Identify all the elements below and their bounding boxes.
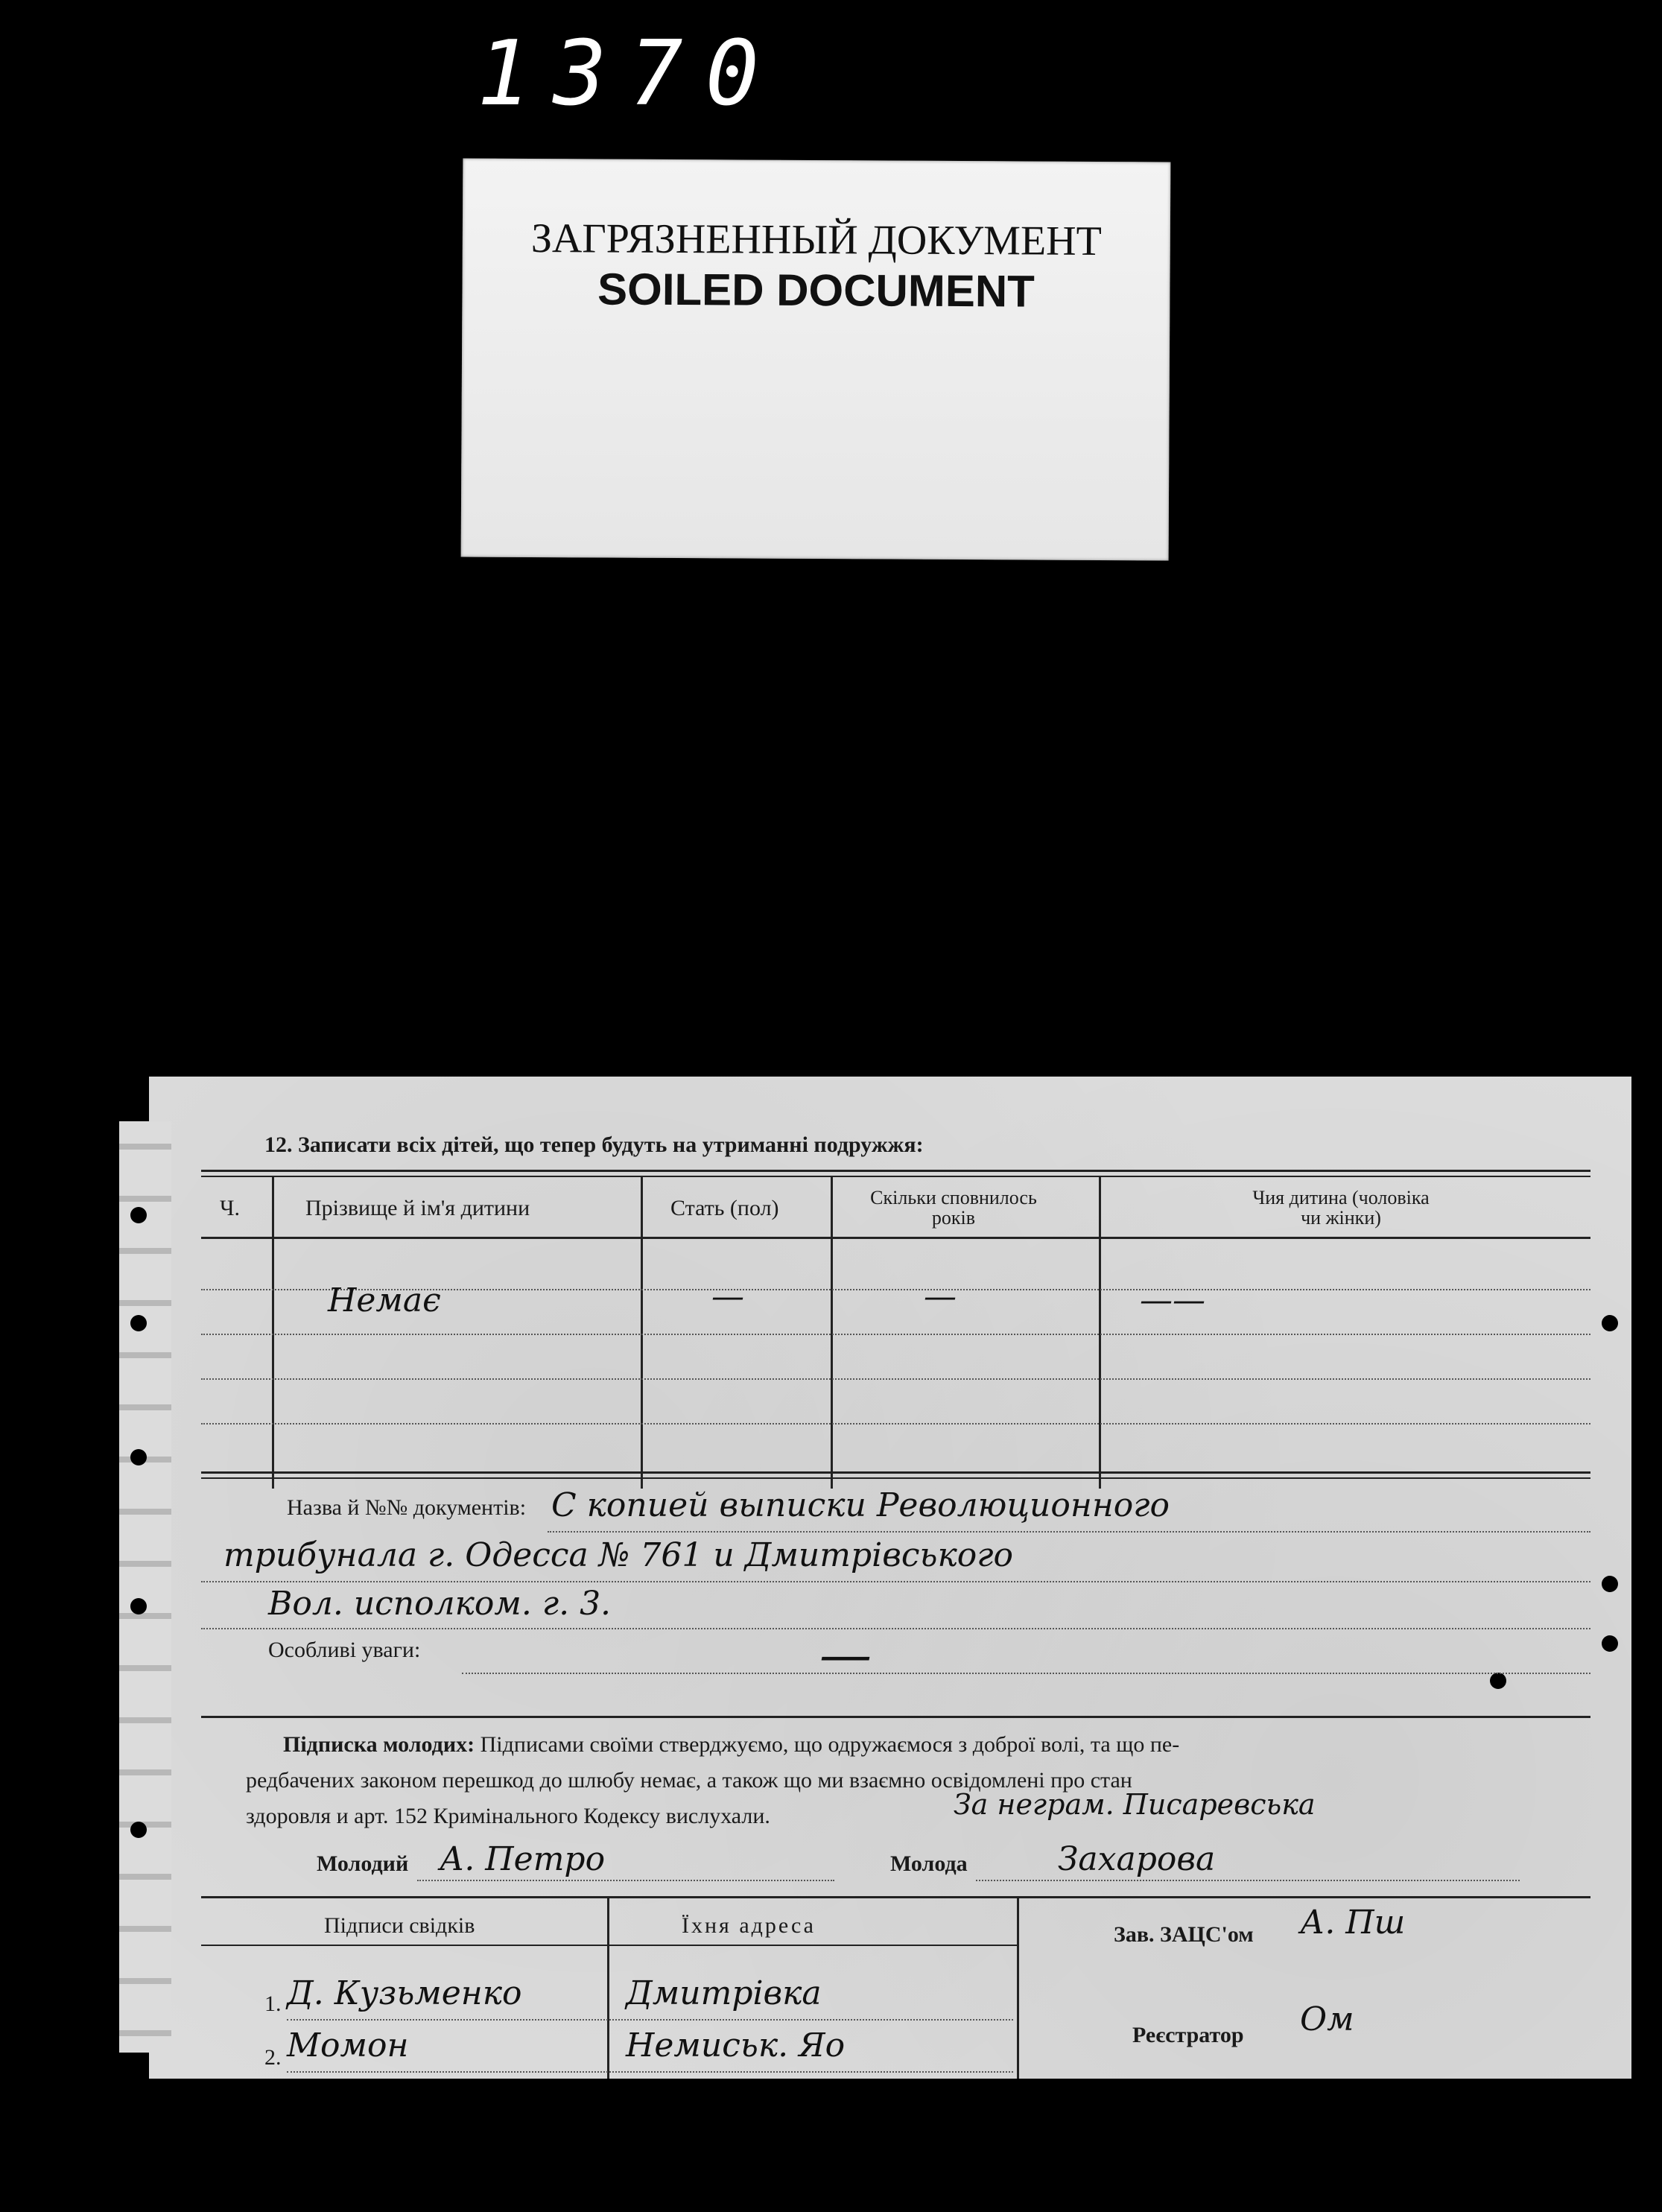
perforation-hole: [130, 1598, 147, 1614]
child-age-entry: —: [924, 1278, 957, 1316]
proxy-note: За неграм. Писаревська: [954, 1788, 1316, 1821]
notes-value: —: [819, 1624, 872, 1685]
notes-label: Особливі уваги:: [268, 1638, 421, 1662]
child-sex-entry: —: [711, 1278, 744, 1316]
declaration-line-1: Підписами своїми стверджуємо, що одружаємося з доброї волі, та що пе-: [480, 1732, 1180, 1757]
perforation-hole: [1602, 1635, 1618, 1652]
witness-2-signature: Момон: [287, 2026, 409, 2064]
header-age-line1: Скільки сповнилось: [870, 1187, 1037, 1208]
witness-2-number: 2.: [264, 2045, 282, 2070]
torn-edge: [119, 1121, 171, 2053]
documents-line-3: Вол. исполком. г. 3.: [268, 1585, 612, 1623]
header-age-line2: років: [931, 1207, 976, 1229]
header-number: Ч.: [220, 1196, 240, 1220]
declaration-line-3: здоровля и арт. 152 Кримінального Кодексу вислухали.: [246, 1804, 770, 1828]
perforation-hole: [1602, 1576, 1618, 1592]
header-whose-line1: Чия дитина (чоловіка: [1252, 1187, 1430, 1208]
child-name-entry: Немає: [328, 1281, 441, 1319]
documents-label: Назва й №№ документів:: [287, 1495, 527, 1520]
address-header: Їхня адреса: [682, 1913, 816, 1938]
perforation-hole: [1602, 1315, 1618, 1331]
witness-1-number: 1.: [264, 1991, 282, 2016]
bride-label: Молода: [890, 1851, 968, 1876]
header-sex: Стать (пол): [670, 1196, 779, 1220]
header-whose-line2: чи жінки): [1301, 1207, 1381, 1229]
witnesses-header: Підписи свідків: [324, 1913, 475, 1938]
perforation-hole: [130, 1315, 147, 1331]
frame-number: 1370: [477, 22, 781, 126]
registration-form-card: [149, 1077, 1631, 2079]
stamp-line-ru: ЗАГРЯЗНЕННЫЙ ДОКУМЕНТ: [530, 215, 1102, 265]
documents-line-1: С копией выписки Революционного: [551, 1486, 1170, 1524]
groom-label: Молодий: [317, 1851, 409, 1876]
witness-2-address: Немиськ. Яо: [626, 2026, 846, 2064]
bride-signature: Захарова: [1058, 1840, 1216, 1878]
documents-line-2: трибунала г. Одесса № 761 и Дмитрівського: [223, 1536, 1013, 1574]
stamp-line-en: SOILED DOCUMENT: [597, 264, 1035, 317]
perforation-hole: [130, 1449, 147, 1465]
child-whose-entry: ——: [1140, 1281, 1205, 1319]
soiled-document-label: [461, 159, 1171, 561]
perforation-hole: [1490, 1673, 1506, 1689]
header-child-name: Прізвище й ім'я дитини: [305, 1196, 530, 1220]
groom-signature: А. Петро: [440, 1840, 606, 1878]
registrar-label: Реєстратор: [1132, 2023, 1244, 2047]
witness-1-signature: Д. Кузьменко: [287, 1974, 522, 2012]
declaration-line-2: редбачених законом перешкод до шлюбу немає, а також що ми взаємно освідомлені про стан: [246, 1768, 1132, 1793]
section-12-title: 12. Записати всіх дітей, що тепер будуть на утриманні подружжя:: [264, 1132, 924, 1157]
perforation-hole: [130, 1207, 147, 1223]
head-signature: А. Пш: [1300, 1904, 1406, 1942]
head-label: Зав. ЗАЦС'ом: [1114, 1922, 1254, 1947]
perforation-hole: [130, 1822, 147, 1838]
witness-1-address: Дмитрівка: [626, 1974, 822, 2012]
declaration-label: Підписка молодих:: [283, 1732, 475, 1757]
registrar-signature: Ом: [1300, 2000, 1354, 2038]
